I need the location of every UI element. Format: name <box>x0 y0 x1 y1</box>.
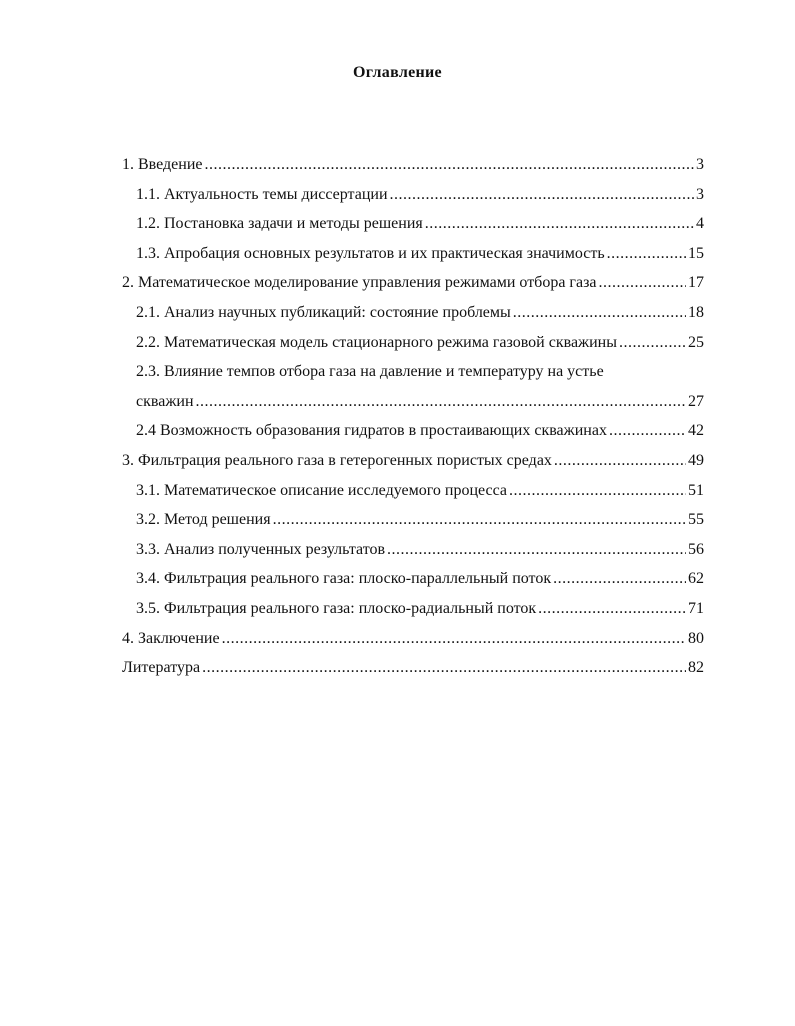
toc-page-number: 18 <box>688 303 704 321</box>
toc-entry-1-3[interactable] <box>122 239 704 269</box>
toc-entry-2-4[interactable] <box>122 416 704 446</box>
toc-entry-label: 3.1. Математическое описание исследуемого процесса <box>136 481 508 499</box>
toc-leader-dots <box>222 624 686 654</box>
toc-page-number: 49 <box>688 451 704 469</box>
toc-entry-label: 1. Введение <box>122 156 203 173</box>
toc-leader-dots <box>607 239 686 269</box>
toc-entry-references[interactable] <box>122 653 704 683</box>
toc-leader-dots <box>538 594 686 624</box>
toc-entry-label: 3. Фильтрация реального газа в гетерогенных пористых средах <box>122 451 552 469</box>
toc-leader-dots <box>599 268 686 298</box>
toc-leader-dots <box>553 564 686 594</box>
toc-entry-label: скважин <box>136 392 194 410</box>
page-title: Оглавление <box>353 64 442 81</box>
toc-entry-label: Литература <box>122 659 201 677</box>
toc-entry-label: 3.5. Фильтрация реального газа: плоско-радиальный поток <box>136 599 537 617</box>
toc-entry-3-5[interactable] <box>122 594 704 624</box>
toc-leader-dots <box>205 150 695 180</box>
toc-leader-dots <box>196 387 687 417</box>
toc-page-number: 82 <box>688 659 704 677</box>
toc-entry-2-2[interactable] <box>122 328 704 358</box>
toc-entry-3-4[interactable] <box>122 564 704 594</box>
toc-page-number: 55 <box>688 511 704 529</box>
toc-entry-label: 1.1. Актуальность темы диссертации <box>136 185 388 203</box>
toc-leader-dots <box>513 298 686 328</box>
toc-entry-label: 3.2. Метод решения <box>136 511 271 529</box>
toc-leader-dots <box>425 209 694 239</box>
toc-entry-2-3[interactable] <box>122 387 704 417</box>
toc-entry-conclusion[interactable] <box>122 624 704 654</box>
toc-leader-dots <box>619 328 686 358</box>
toc-entry-3-3[interactable] <box>122 535 704 565</box>
toc-page-number: 17 <box>688 274 704 292</box>
toc-entry-introduction[interactable] <box>122 150 704 180</box>
toc-page-number: 3 <box>696 185 704 203</box>
toc-leader-dots <box>387 535 686 565</box>
toc-entry-chapter-2[interactable] <box>122 268 704 298</box>
toc-entry-label: 2. Математическое моделирование управления режимами отбора газа <box>122 274 597 292</box>
toc-entry-label: 4. Заключение <box>122 629 220 647</box>
toc-page-number: 25 <box>688 333 704 351</box>
toc-page-number: 4 <box>696 215 704 233</box>
toc-leader-dots <box>390 180 695 210</box>
toc-page-number: 62 <box>688 570 704 588</box>
toc-leader-dots <box>202 653 686 683</box>
toc-leader-dots <box>273 505 686 535</box>
toc-entry-3-2[interactable] <box>122 505 704 535</box>
toc-page-number: 42 <box>688 422 704 440</box>
toc-page-number: 56 <box>688 540 704 558</box>
toc-page-number: 15 <box>688 244 704 262</box>
toc-entry-2-1[interactable] <box>122 298 704 328</box>
toc-entry-label: 1.3. Апробация основных результатов и их практическая значимость <box>136 244 605 262</box>
toc-entry-label: 2.4 Возможность образования гидратов в простаивающих скважинах <box>136 422 607 440</box>
toc-entry-label: 1.2. Постановка задачи и методы решения <box>136 215 423 233</box>
toc-entry-label: 3.3. Анализ полученных результатов <box>136 540 386 558</box>
toc-leader-dots <box>609 416 686 446</box>
toc-entry-1-1[interactable] <box>122 180 704 210</box>
toc-leader-dots <box>509 476 686 506</box>
toc-entry-label: 3.4. Фильтрация реального газа: плоско-параллельный поток <box>136 570 552 588</box>
toc-entry-3-1[interactable] <box>122 476 704 506</box>
toc-leader-dots <box>554 446 686 476</box>
toc-entry-2-3-line1[interactable]: 2.3. Влияние темпов отбора газа на давление и температуру на устье <box>136 363 604 381</box>
toc-page-number: 80 <box>688 629 704 647</box>
toc-entry-1-2[interactable] <box>122 209 704 239</box>
toc-page-number: 51 <box>688 481 704 499</box>
toc-entry-chapter-3[interactable] <box>122 446 704 476</box>
toc-entry-label: 2.1. Анализ научных публикаций: состояние проблемы <box>136 303 511 321</box>
toc-page-number: 3 <box>696 156 704 173</box>
table-of-contents <box>122 150 704 683</box>
toc-page-number: 27 <box>688 392 704 410</box>
toc-page-number: 71 <box>688 599 704 617</box>
toc-entry-label: 2.2. Математическая модель стационарного режима газовой скважины <box>136 333 617 351</box>
